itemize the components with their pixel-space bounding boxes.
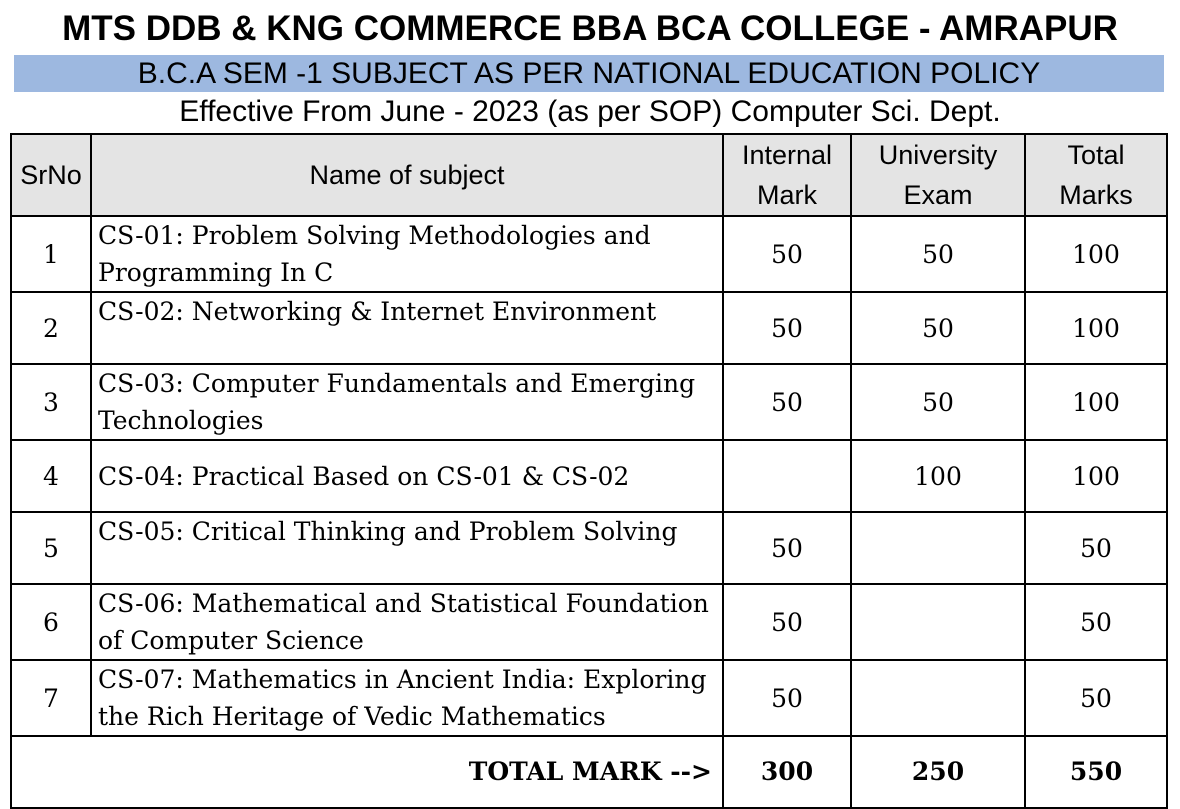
total-row <box>11 736 1167 808</box>
header-university-exam <box>851 134 1025 216</box>
table-row <box>11 440 1167 512</box>
row-total: 50 <box>1025 660 1167 736</box>
row-internal: 50 <box>723 216 851 292</box>
row-subject: CS-06: Mathematical and Statistical Foundation of Computer Science <box>91 584 723 660</box>
row-srno: 3 <box>11 364 91 440</box>
header-total-line1: Total <box>1067 140 1125 170</box>
header-internal-mark <box>723 134 851 216</box>
total-label: TOTAL MARK --> <box>11 736 723 808</box>
table-row <box>11 364 1167 440</box>
table-row <box>11 292 1167 364</box>
row-srno: 6 <box>11 584 91 660</box>
row-subject: CS-02: Networking & Internet Environment <box>91 292 723 364</box>
row-srno: 7 <box>11 660 91 736</box>
row-subject: CS-03: Computer Fundamentals and Emerging Technologies <box>91 364 723 440</box>
row-university <box>851 584 1025 660</box>
row-total: 100 <box>1025 216 1167 292</box>
table-row <box>11 584 1167 660</box>
header-srno: SrNo <box>11 134 91 216</box>
subjects-table <box>10 133 1168 809</box>
table-header-row <box>11 134 1167 216</box>
effective-date-line: Effective From June - 2023 (as per SOP) Computer Sci. Dept. <box>179 95 1001 128</box>
row-university <box>851 660 1025 736</box>
semester-subtitle-band: B.C.A SEM -1 SUBJECT AS PER NATIONAL EDUCATION POLICY <box>14 55 1164 92</box>
row-internal: 50 <box>723 660 851 736</box>
row-subject: CS-01: Problem Solving Methodologies and Programming In C <box>91 216 723 292</box>
row-subject: CS-04: Practical Based on CS-01 & CS-02 <box>91 440 723 512</box>
row-total: 100 <box>1025 292 1167 364</box>
row-total: 50 <box>1025 584 1167 660</box>
row-total: 100 <box>1025 440 1167 512</box>
row-university: 50 <box>851 364 1025 440</box>
row-srno: 5 <box>11 512 91 584</box>
row-srno: 4 <box>11 440 91 512</box>
header-internal-line1: Internal <box>741 140 833 170</box>
table-row <box>11 512 1167 584</box>
row-subject: CS-05: Critical Thinking and Problem Solving <box>91 512 723 584</box>
row-subject: CS-07: Mathematics in Ancient India: Exploring the Rich Heritage of Vedic Mathematics <box>91 660 723 736</box>
header-internal-line2: Mark <box>757 180 817 210</box>
row-university <box>851 512 1025 584</box>
row-university: 50 <box>851 292 1025 364</box>
row-srno: 1 <box>11 216 91 292</box>
header-subject: Name of subject <box>91 134 723 216</box>
header-university-line2: Exam <box>903 180 973 210</box>
row-total: 100 <box>1025 364 1167 440</box>
row-internal: 50 <box>723 584 851 660</box>
header-total-line2: Marks <box>1059 180 1133 210</box>
row-internal: 50 <box>723 512 851 584</box>
total-university: 250 <box>851 736 1025 808</box>
header-university-line1: University <box>878 140 998 170</box>
header-total-marks <box>1025 134 1167 216</box>
row-internal: 50 <box>723 364 851 440</box>
row-total: 50 <box>1025 512 1167 584</box>
college-title: MTS DDB & KNG COMMERCE BBA BCA COLLEGE - AMRAPUR <box>62 9 1118 48</box>
total-marks: 550 <box>1025 736 1167 808</box>
row-internal <box>723 440 851 512</box>
table-row <box>11 216 1167 292</box>
row-university: 50 <box>851 216 1025 292</box>
table-row <box>11 660 1167 736</box>
row-internal: 50 <box>723 292 851 364</box>
total-internal: 300 <box>723 736 851 808</box>
row-srno: 2 <box>11 292 91 364</box>
row-university: 100 <box>851 440 1025 512</box>
